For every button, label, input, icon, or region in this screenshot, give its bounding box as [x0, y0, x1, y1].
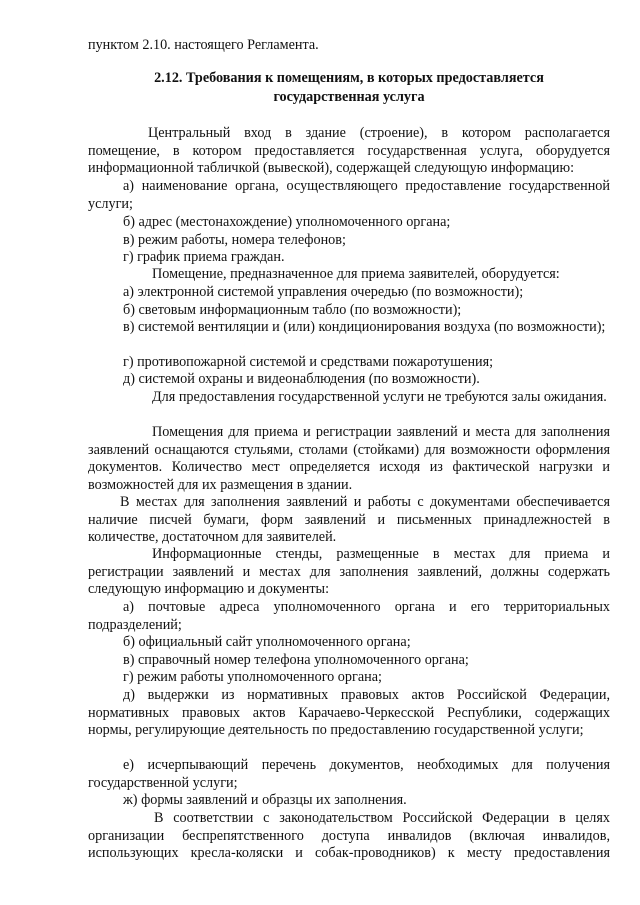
- list-item-c-ventilation: в) системой вентиляции и (или) кондиционирования воздуха (по возможности);: [123, 319, 606, 335]
- list-item-a-queue: а) электронной системой управления очередью (по возможности);: [123, 284, 524, 300]
- section-heading: [88, 69, 610, 106]
- section-heading-line-1: 2.12. Требования к помещениям, в которых предоставляется: [154, 70, 544, 86]
- paragraph-reception-rooms: Помещения для приема и регистрации заявлений и места для заполнения заявлений оснащаются стульями, столами (стойками) для возможности оформления документов. Количество мест определяется исходя из фактической нагрузки и возможностей для их размещения в здании.: [88, 424, 610, 493]
- paragraph-accessibility: В соответствии с законодательством Российской Федерации в целях организации беспрепятственного доступа инвалидов (включая инвалидов, использующих кресла-коляски и собак-проводников) к месту предоставления: [88, 810, 610, 862]
- list-item-f-document-list: е) исчерпывающий перечень документов, необходимых для получения государственной услуги;: [88, 757, 610, 791]
- list-item-c-hours: в) режим работы, номера телефонов;: [123, 232, 346, 248]
- paragraph-premises: Помещение, предназначенное для приема заявителей, оборудуется:: [152, 266, 560, 282]
- list-item-a-name: а) наименование органа, осуществляющего предоставление государственной услуги;: [88, 178, 610, 212]
- paragraph-writing-materials: В местах для заполнения заявлений и работы с документами обеспечивается наличие писчей бумаги, форм заявлений и письменных принадлежностей в количестве, достаточном для заявителей.: [88, 494, 610, 546]
- list-item-c-phone: в) справочный номер телефона уполномоченного органа;: [123, 652, 469, 668]
- list-item-d-schedule: г) график приема граждан.: [123, 249, 285, 265]
- paragraph-waiting: Для предоставления государственной услуги не требуются залы ожидания.: [152, 389, 607, 405]
- list-item-g-forms: ж) формы заявлений и образцы их заполнения.: [123, 792, 407, 808]
- paragraph-info-stands: Информационные стенды, размещенные в местах для приема и регистрации заявлений и местах для заполнения заявлений, должны содержать следующую информацию и документы:: [88, 546, 610, 598]
- list-item-b-display: б) световым информационным табло (по возможности);: [123, 302, 462, 318]
- paragraph-intro: Центральный вход в здание (строение), в котором располагается помещение, в котором предоставляется государственная услуга, оборудуется информационной табличкой (вывеской), содержащей следующую информацию:: [88, 125, 610, 177]
- lead-line: пунктом 2.10. настоящего Регламента.: [88, 37, 319, 53]
- list-item-b-website: б) официальный сайт уполномоченного органа;: [123, 634, 411, 650]
- list-item-e-legal-extracts: д) выдержки из нормативных правовых актов Российской Федерации, нормативных правовых актов Карачаево-Черкесской Республики, содержащих нормы, регулирующие деятельность по предоставлению государственной услуги;: [88, 687, 610, 739]
- section-heading-line-2: государственная услуга: [273, 88, 425, 105]
- list-item-d-hours: г) режим работы уполномоченного органа;: [123, 669, 382, 685]
- list-item-e-security: д) системой охраны и видеонаблюдения (по возможности).: [123, 371, 480, 387]
- list-item-b-address: б) адрес (местонахождение) уполномоченного органа;: [123, 214, 451, 230]
- list-item-d-fire: г) противопожарной системой и средствами пожаротушения;: [123, 354, 494, 370]
- list-item-a-postal: а) почтовые адреса уполномоченного органа и его территориальных подразделений;: [88, 599, 610, 633]
